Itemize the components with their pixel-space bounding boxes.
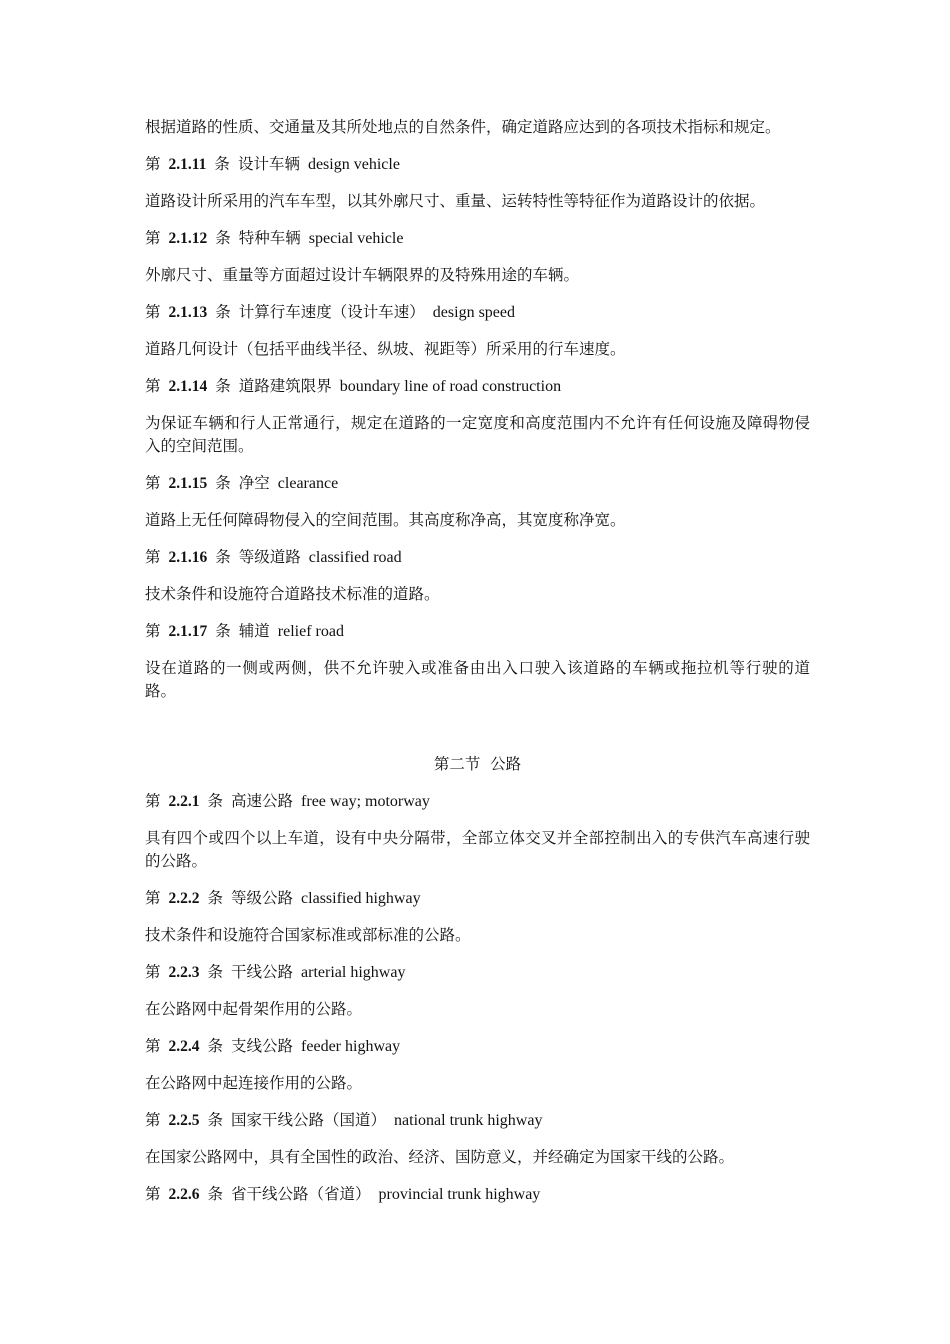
clause-number: 2.2.3 — [168, 964, 200, 981]
clause-heading — [145, 790, 810, 813]
term-definition: 在国家公路网中，具有全国性的政治、经济、国防意义，并经确定为国家干线的公路。 — [145, 1148, 735, 1166]
clause-suffix: 条 — [215, 548, 231, 566]
term-english: classified road — [308, 549, 402, 566]
clause-heading — [145, 375, 810, 398]
term-chinese: 道路建筑限界 — [238, 377, 332, 395]
term-definition: 外廓尺寸、重量等方面超过设计车辆限界的及特殊用途的车辆。 — [145, 266, 580, 284]
clause-suffix: 条 — [207, 963, 224, 981]
clause-heading — [145, 472, 810, 495]
clause-number: 2.2.5 — [168, 1112, 200, 1129]
clause-prefix: 第 — [145, 622, 161, 640]
clause-suffix: 条 — [215, 377, 231, 395]
clause-suffix: 条 — [215, 622, 231, 640]
clause-heading — [145, 153, 810, 176]
clause-number: 2.2.4 — [168, 1038, 200, 1055]
clause-heading — [145, 1109, 810, 1132]
clause-number: 2.1.14 — [168, 378, 208, 395]
clause-suffix: 条 — [207, 792, 224, 810]
term-chinese: 等级公路 — [231, 889, 294, 907]
clause-number: 2.1.13 — [168, 304, 208, 321]
clause-number: 2.1.15 — [168, 475, 208, 492]
term-english: classified highway — [301, 890, 421, 907]
clause-number: 2.1.17 — [168, 623, 208, 640]
clause-prefix: 第 — [145, 474, 161, 492]
term-definition: 道路设计所采用的汽车车型，以其外廓尺寸、重量、运转特性等特征作为道路设计的依据。 — [145, 192, 766, 210]
term-definition: 道路几何设计（包括平曲线半径、纵坡、视距等）所采用的行车速度。 — [145, 340, 626, 358]
term-chinese: 设计车辆 — [237, 155, 300, 173]
term-chinese: 国家干线公路（国道） — [231, 1111, 387, 1129]
term-definition: 道路上无任何障碍物侵入的空间范围。其高度称净高，其宽度称净宽。 — [145, 511, 626, 529]
clause-prefix: 第 — [145, 155, 161, 173]
clause-number: 2.1.16 — [168, 549, 208, 566]
term-english: clearance — [277, 475, 339, 492]
term-chinese: 干线公路 — [231, 963, 294, 981]
clause-heading — [145, 227, 810, 250]
clause-prefix: 第 — [145, 229, 161, 247]
clause-prefix: 第 — [145, 548, 161, 566]
document-page — [145, 116, 810, 1220]
clause-heading — [145, 1035, 810, 1058]
section-title: 第二节 公路 — [433, 755, 522, 773]
clause-suffix: 条 — [207, 889, 224, 907]
clause-suffix: 条 — [207, 1111, 224, 1129]
term-english: design speed — [432, 304, 515, 321]
term-definition: 设在道路的一侧或两侧，供不允许驶入或准备由出入口驶入该道路的车辆或拖拉机等行驶的道路。 — [145, 659, 810, 700]
clause-heading — [145, 1183, 810, 1206]
term-chinese: 净空 — [238, 474, 270, 492]
term-english: boundary line of road construction — [339, 378, 562, 395]
term-english: arterial highway — [301, 964, 406, 981]
term-chinese: 等级道路 — [238, 548, 301, 566]
term-english: national trunk highway — [394, 1112, 543, 1129]
term-chinese: 高速公路 — [231, 792, 294, 810]
term-chinese: 特种车辆 — [238, 229, 301, 247]
term-definition: 在公路网中起连接作用的公路。 — [145, 1074, 363, 1092]
term-english: free way; motorway — [301, 793, 430, 810]
term-definition: 具有四个或四个以上车道，设有中央分隔带，全部立体交叉并全部控制出入的专供汽车高速行驶的公路。 — [145, 829, 810, 870]
clause-heading — [145, 887, 810, 910]
term-chinese: 省干线公路（省道） — [231, 1185, 371, 1203]
clause-number: 2.2.2 — [168, 890, 200, 907]
term-english: relief road — [277, 623, 344, 640]
term-definition: 技术条件和设施符合道路技术标准的道路。 — [145, 585, 440, 603]
clause-number: 2.1.12 — [168, 230, 208, 247]
clause-prefix: 第 — [145, 1111, 161, 1129]
term-definition: 为保证车辆和行人正常通行，规定在道路的一定宽度和高度范围内不允许有任何设施及障碍物侵入的空间范围。 — [145, 414, 810, 455]
clause-prefix: 第 — [145, 792, 161, 810]
term-english: design vehicle — [307, 156, 400, 173]
clauses-section-2-2 — [145, 790, 810, 1206]
term-definition: 在公路网中起骨架作用的公路。 — [145, 1000, 363, 1018]
term-definition: 技术条件和设施符合国家标准或部标准的公路。 — [145, 926, 471, 944]
clause-prefix: 第 — [145, 889, 161, 907]
term-chinese: 支线公路 — [231, 1037, 294, 1055]
clause-prefix: 第 — [145, 377, 161, 395]
clause-heading — [145, 620, 810, 643]
term-chinese: 辅道 — [238, 622, 270, 640]
clause-suffix: 条 — [215, 303, 231, 321]
clause-prefix: 第 — [145, 303, 161, 321]
clauses-section-2-1 — [145, 153, 810, 703]
clause-heading — [145, 961, 810, 984]
term-english: special vehicle — [308, 230, 404, 247]
term-chinese: 计算行车速度（设计车速） — [238, 303, 425, 321]
clause-heading — [145, 546, 810, 569]
clause-prefix: 第 — [145, 1185, 161, 1203]
clause-prefix: 第 — [145, 963, 161, 981]
clause-heading — [145, 301, 810, 324]
clause-suffix: 条 — [207, 1185, 224, 1203]
clause-number: 2.1.11 — [168, 156, 207, 173]
clause-suffix: 条 — [215, 474, 231, 492]
clause-prefix: 第 — [145, 1037, 161, 1055]
term-english: feeder highway — [301, 1038, 401, 1055]
clause-suffix: 条 — [215, 229, 231, 247]
clause-number: 2.2.6 — [168, 1186, 200, 1203]
clause-suffix: 条 — [214, 155, 230, 173]
clause-suffix: 条 — [207, 1037, 224, 1055]
clause-number: 2.2.1 — [168, 793, 200, 810]
intro-paragraph: 根据道路的性质、交通量及其所处地点的自然条件，确定道路应达到的各项技术指标和规定。 — [145, 118, 781, 136]
term-english: provincial trunk highway — [378, 1186, 541, 1203]
